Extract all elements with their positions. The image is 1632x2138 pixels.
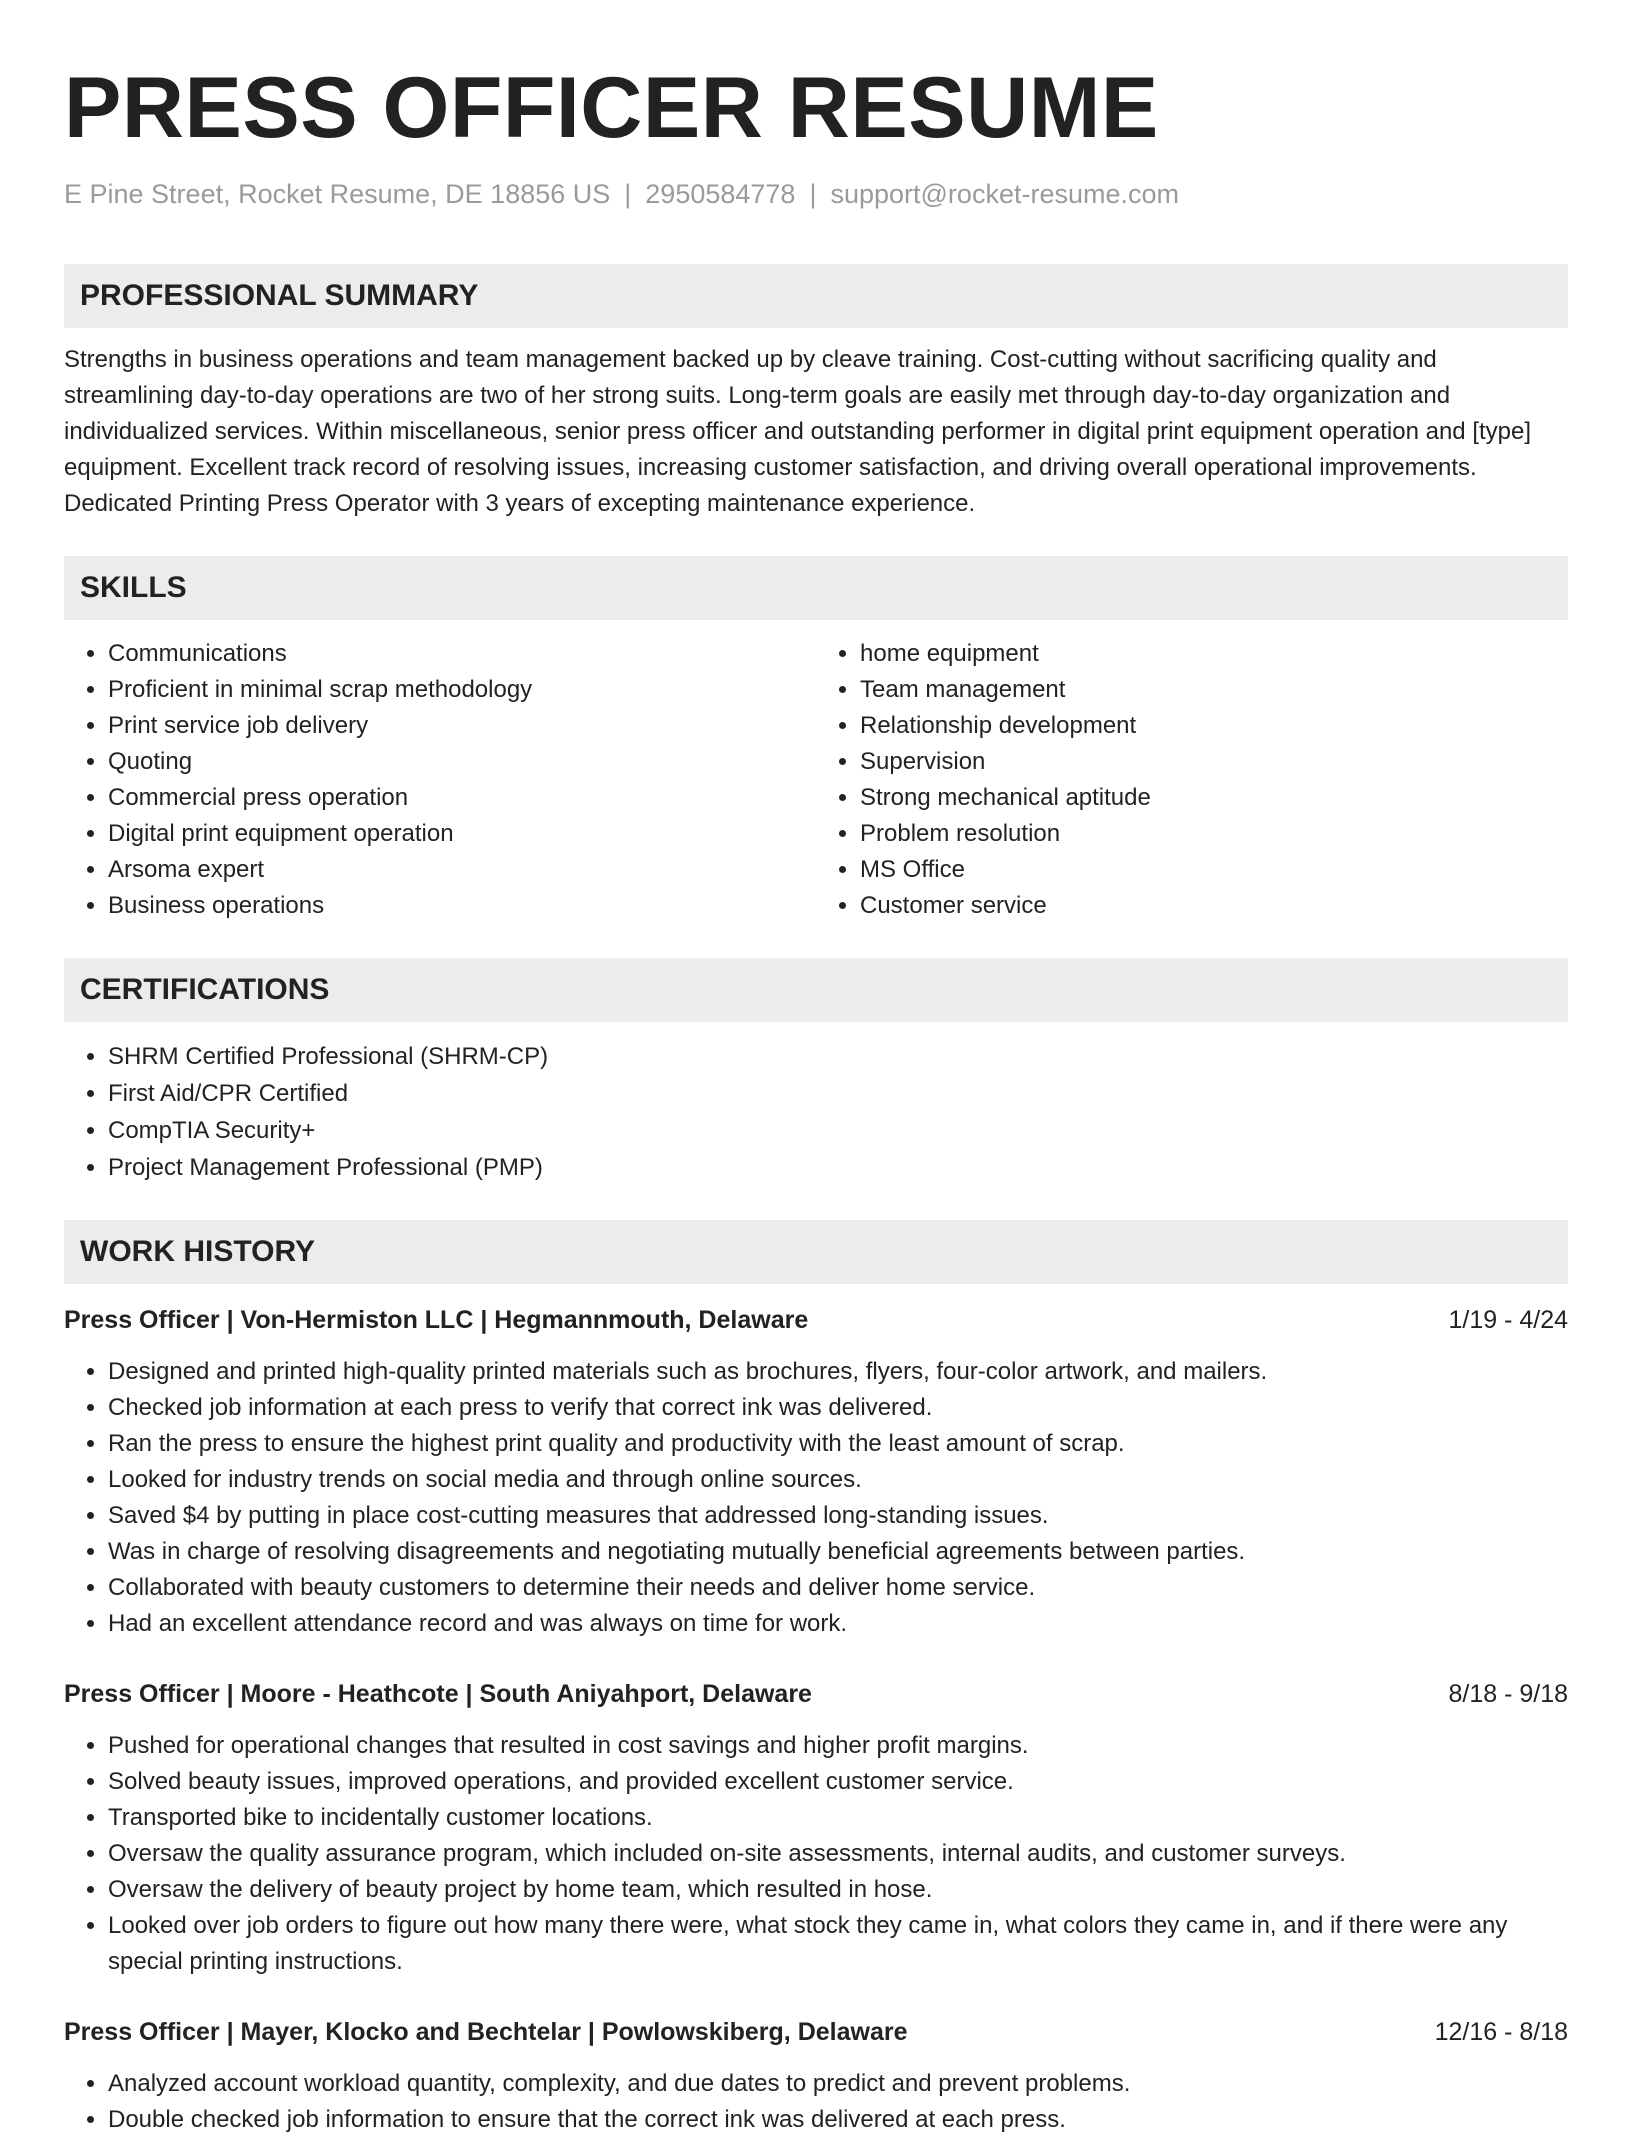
job-bullet: • Oversaw the delivery of beauty project by home team, which resulted in hose. — [108, 1872, 1568, 1908]
job-bullets — [64, 1354, 1568, 1642]
job-bullet: • Analyzed account workload quantity, complexity, and due dates to predict and prevent problems. — [108, 2066, 1568, 2102]
contact-phone: 2950584778 — [645, 179, 796, 209]
summary-text: Strengths in business operations and team management backed up by cleave training. Cost-cutting without sacrificing quality and streamlining day-to-day operations are two of her strong suits. Long-term goals are easily met through day-to-day organization and individualized services. Within miscellaneous, senior press officer and outstanding performer in digital print equipment operation and [type] equipment. Excellent track record of resolving issues, increasing customer satisfaction, and driving overall operational improvements. Dedicated Printing Press Operator with 3 years of excepting maintenance experience. — [64, 346, 1532, 517]
section-heading-skills: SKILLS — [64, 556, 1568, 620]
skill-item: • Commercial press operation — [108, 780, 816, 816]
job-bullet: • Checked job information at each press to verify that correct ink was delivered. — [108, 1390, 1568, 1426]
job-bullet: • Pushed for operational changes that resulted in cost savings and higher profit margins. — [108, 1728, 1568, 1764]
job-bullet: • Oversaw the quality assurance program, which included on-site assessments, internal audits, and customer surveys. — [108, 1836, 1568, 1872]
job-title: Press Officer | Von-Hermiston LLC | Hegmannmouth, Delaware — [64, 1306, 809, 1334]
job-entry — [64, 1676, 1568, 1980]
skill-item: • Print service job delivery — [108, 708, 816, 744]
skill-item: • Team management — [860, 672, 1568, 708]
certification-item: • SHRM Certified Professional (SHRM-CP) — [108, 1038, 1568, 1075]
job-header — [64, 2014, 1568, 2050]
job-bullet: • Solved beauty issues, improved operations, and provided excellent customer service. — [108, 1764, 1568, 1800]
job-bullet: • Looked for industry trends on social media and through online sources. — [108, 1462, 1568, 1498]
skill-item: • Communications — [108, 636, 816, 672]
job-bullet: • Saved $4 by putting in place cost-cutting measures that addressed long-standing issues. — [108, 1498, 1568, 1534]
certifications-section — [64, 958, 1568, 1186]
section-heading-certifications: CERTIFICATIONS — [64, 958, 1568, 1022]
job-dates: 12/16 - 8/18 — [1434, 2018, 1568, 2046]
job-bullet: • Ran the press to ensure the highest print quality and productivity with the least amount of scrap. — [108, 1426, 1568, 1462]
skill-item: • Proficient in minimal scrap methodology — [108, 672, 816, 708]
skill-item: • MS Office — [860, 852, 1568, 888]
certification-item: • First Aid/CPR Certified — [108, 1075, 1568, 1112]
job-title: Press Officer | Moore - Heathcote | South Aniyahport, Delaware — [64, 1680, 812, 1708]
contact-separator: | — [809, 179, 817, 209]
contact-separator: | — [624, 179, 632, 209]
certification-item: • Project Management Professional (PMP) — [108, 1149, 1568, 1186]
skill-item: • home equipment — [860, 636, 1568, 672]
skill-item: • Business operations — [108, 888, 816, 924]
job-bullets — [64, 2066, 1568, 2138]
skill-item: • Strong mechanical aptitude — [860, 780, 1568, 816]
skill-item: • Quoting — [108, 744, 816, 780]
contact-address: E Pine Street, Rocket Resume, DE 18856 US — [64, 179, 611, 209]
job-title: Press Officer | Mayer, Klocko and Bechtelar | Powlowskiberg, Delaware — [64, 2018, 908, 2046]
job-bullet: • Double checked job information to ensure that the correct ink was delivered at each press. — [108, 2102, 1568, 2138]
job-bullet: • Transported bike to incidentally customer locations. — [108, 1800, 1568, 1836]
section-heading-work-history: WORK HISTORY — [64, 1220, 1568, 1284]
skill-item: • Supervision — [860, 744, 1568, 780]
certification-item: • CompTIA Security+ — [108, 1112, 1568, 1149]
job-bullet: • Looked over job orders to figure out how many there were, what stock they came in, what colors they came in, and if there were any special printing instructions. — [108, 1908, 1568, 1980]
job-entry — [64, 2014, 1568, 2138]
job-bullet: • Had an excellent attendance record and was always on time for work. — [108, 1606, 1568, 1642]
skills-list-left — [64, 636, 816, 924]
skills-grid — [64, 636, 1568, 924]
job-bullet: • Was in charge of resolving disagreements and negotiating mutually beneficial agreements between parties. — [108, 1534, 1568, 1570]
job-bullets — [64, 1728, 1568, 1980]
job-bullet: • Collaborated with beauty customers to determine their needs and deliver home service. — [108, 1570, 1568, 1606]
skills-section — [64, 556, 1568, 924]
skill-item: • Digital print equipment operation — [108, 816, 816, 852]
work-history-section — [64, 1220, 1568, 2138]
section-heading-summary: PROFESSIONAL SUMMARY — [64, 264, 1568, 328]
skill-item: • Customer service — [860, 888, 1568, 924]
job-bullet: • Designed and printed high-quality printed materials such as brochures, flyers, four-color artwork, and mailers. — [108, 1354, 1568, 1390]
job-header — [64, 1302, 1568, 1338]
summary-section — [64, 264, 1568, 522]
skill-item: • Relationship development — [860, 708, 1568, 744]
job-entry — [64, 1302, 1568, 1642]
job-header — [64, 1676, 1568, 1712]
contact-email: support@rocket-resume.com — [830, 179, 1179, 209]
skill-item: • Arsoma expert — [108, 852, 816, 888]
skills-list-right — [816, 636, 1568, 924]
job-dates: 1/19 - 4/24 — [1448, 1306, 1568, 1334]
skill-item: • Problem resolution — [860, 816, 1568, 852]
certifications-list — [64, 1038, 1568, 1186]
contact-line — [64, 176, 1568, 212]
page-title: PRESS OFFICER RESUME — [64, 60, 1159, 156]
job-dates: 8/18 - 9/18 — [1448, 1680, 1568, 1708]
